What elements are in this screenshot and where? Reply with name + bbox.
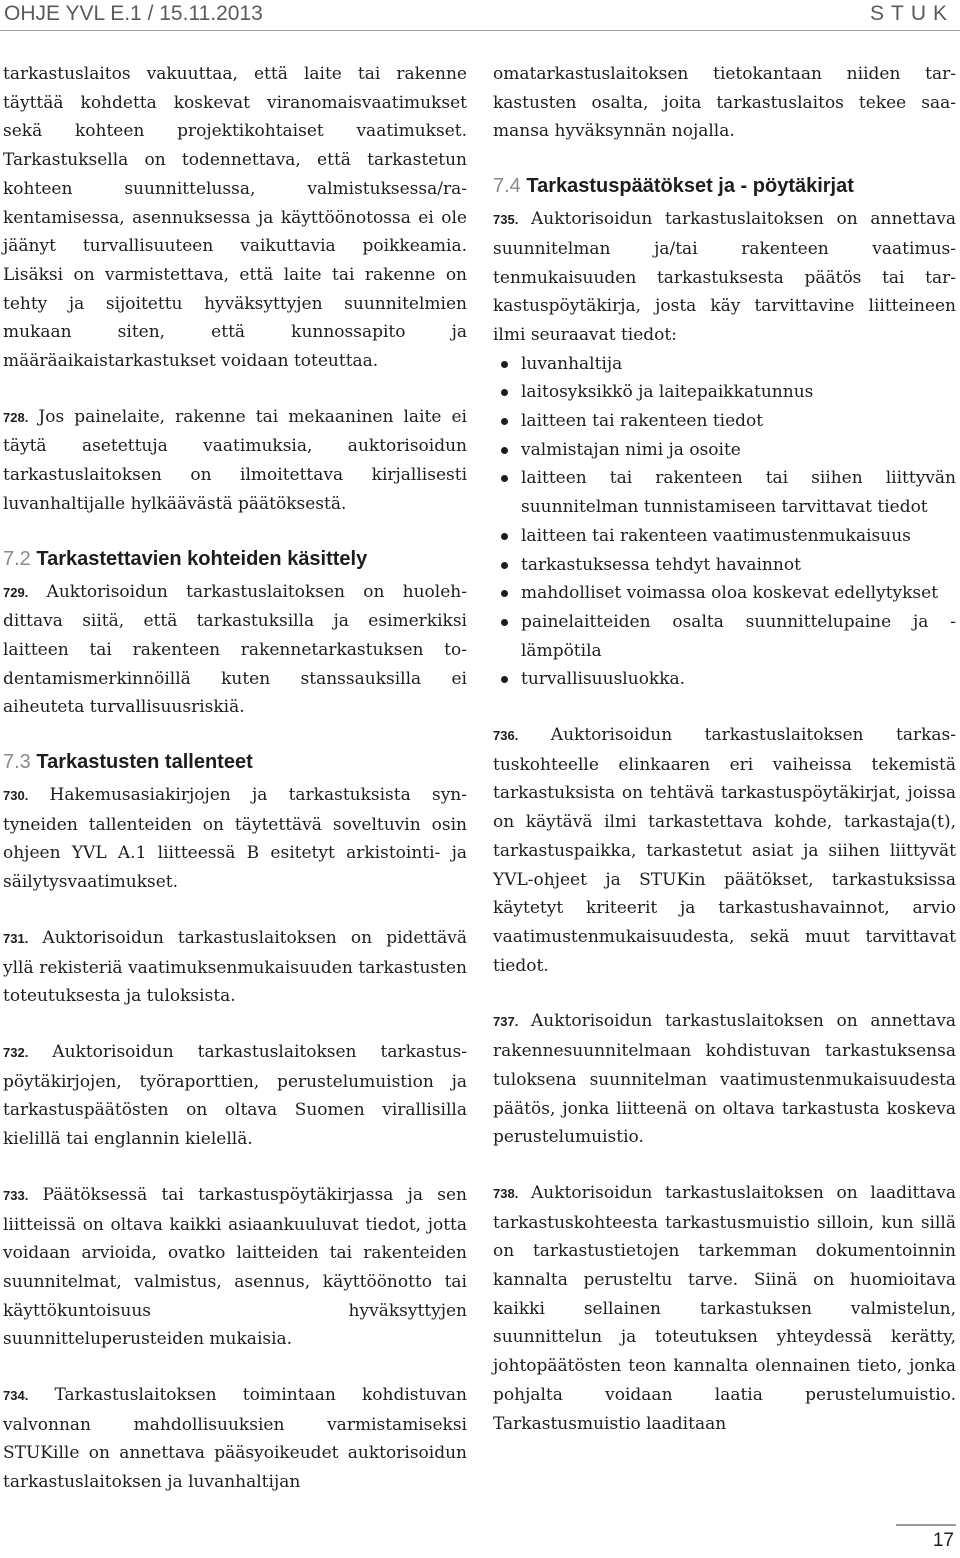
- section-heading-7-2: [3, 546, 467, 572]
- section-title: Tarkastettavien kohteiden käsittely: [30, 547, 368, 570]
- section-title: Tarkastuspäätökset ja - pöytäkirjat: [520, 175, 854, 198]
- paragraph-736: [493, 721, 956, 980]
- paragraph-text: Tarkastuslaitoksen toimintaan kohdistuvan valvonnan mahdollisuuksien varmistamiseksi STUKille on annettava pääsyoikeudet auktorisoidun tarkastuslaitoksen ja luvanhaltijan: [3, 1385, 467, 1493]
- paragraph-text: Jos painelaite, rakenne tai mekaaninen laite ei täytä asetettuja vaatimuksia, auktorisoidun tarkastuslaitoksen on ilmoitettava kirjallisesti luvanhaltijalle hylkäävästä päätöksestä.: [3, 406, 467, 514]
- paragraph-text: Auktorisoidun tarkastuslaitoksen on pidettävä yllä rekisteriä vaatimuksenmukaisuuden tarkastusten toteutuksesta ja tuloksista.: [3, 927, 467, 1007]
- right-column: [493, 60, 956, 1465]
- list-item: laitteen tai rakenteen tai siihen liittyvän suunnitelman tunnistamiseen tarvittavat tiedot: [493, 464, 956, 521]
- paragraph-number: 738.: [493, 1185, 519, 1201]
- header-org: STUK: [869, 2, 954, 25]
- list-item: painelaitteiden osalta suunnittelupaine ja -lämpötila: [493, 608, 956, 665]
- paragraph-730: [3, 781, 467, 897]
- list-item: laitosyksikkö ja laitepaikkatunnus: [493, 378, 956, 407]
- paragraph-text: Hakemusasiakirjojen ja tarkastuksista syntyneiden tallenteiden on täytettävä soveltuvin osin ohjeen YVL A.1 liitteessä B esitetyt arkistointi- ja säilytysvaatimukset.: [3, 785, 467, 893]
- footer-rule: [896, 1524, 956, 1526]
- left-column: [3, 60, 467, 1524]
- list-item: luvanhaltija: [493, 350, 956, 379]
- paragraph-735: [493, 205, 956, 350]
- paragraph-continued: omatarkastuslaitoksen tietokantaan niiden tarkastusten osalta, joita tarkastuslaitos tekee saamansa hyväksynnän nojalla.: [493, 64, 956, 142]
- paragraph-number: 733.: [3, 1187, 29, 1203]
- header-doc-id: OHJE YVL E.1: [4, 2, 142, 25]
- list-item: tarkastuksessa tehdyt havainnot: [493, 551, 956, 580]
- paragraph-729: [3, 578, 467, 723]
- paragraph-number: 735.: [493, 212, 519, 228]
- section-number: 7.2: [3, 547, 31, 570]
- paragraph-number: 734.: [3, 1388, 29, 1404]
- paragraph-number: 730.: [3, 788, 29, 804]
- paragraph-734: [3, 1381, 467, 1497]
- page-header: [0, 0, 960, 30]
- list-item: laitteen tai rakenteen tiedot: [493, 407, 956, 436]
- header-date: 15.11.2013: [159, 2, 263, 25]
- paragraph-text: Päätöksessä tai tarkastuspöytäkirjassa ja sen liitteissä on oltava kaikki asiaankuuluvat tiedot, jotta voidaan arvioida, ovatko laitteiden tai rakenteiden suunnitelmat, valmistus, asennus, käyttöönotto tai käyttökuntoisuus hyväksyttyjen suunnitteluperusteiden mukaisia.: [3, 1184, 467, 1350]
- paragraph-728: [3, 403, 467, 519]
- paragraph-number: 728.: [3, 409, 29, 425]
- paragraph-text: Auktorisoidun tarkastuslaitoksen tarkastuskohteelle elinkaaren eri vaiheissa tekemistä tarkastuksista on tehtävä tarkastuspöytäkirjat, joissa on käytävä ilmi tarkastettava kohde, tarkastaja(t), tarkastuspaikka, tarkastetut asiat ja siihen liittyvät YVL-ohjeet ja STUKin päätökset, tarkastuksissa käytetyt kriteerit ja tarkastushavainnot, arvio vaatimustenmukaisuudesta, sekä muut tarvittavat tiedot.: [493, 725, 956, 976]
- header-doc-ref: [4, 2, 263, 26]
- paragraph-text: Auktorisoidun tarkastuslaitoksen on huolehdittava siitä, että tarkastuksilla ja esimerkiksi laitteen tai rakenteen rakennetarkastuksen todentamismerkinnöillä kuten stanssauksilla ei aiheuteta turvallisuusriskiä.: [3, 581, 467, 718]
- list-item: laitteen tai rakenteen vaatimustenmukaisuus: [493, 522, 956, 551]
- paragraph-number: 737.: [493, 1014, 519, 1030]
- list-item: valmistajan nimi ja osoite: [493, 436, 956, 465]
- paragraph-text: Auktorisoidun tarkastuslaitoksen on annettava suunnitelman ja/tai rakenteen vaatimustenmukaisuuden tarkastuksesta päätös tai tarkastuspöytäkirja, josta käy tarvittavine liitteineen ilmi seuraavat tiedot:: [493, 209, 956, 345]
- section-title: Tarkastusten tallenteet: [30, 751, 253, 774]
- page-number: 17: [932, 1530, 954, 1551]
- paragraph-continued: tarkastuslaitos vakuuttaa, että laite tai rakenne täyttää kohdetta koskevat viranomaisvaatimukset sekä kohteen projektikohtaiset vaatimukset. Tarkastuksella on todennettava, että tarkastetun kohteen suunnittelussa, valmistuksessa/rakentamisessa, asennuksessa ja käyttöönotossa ei ole jäänyt turvallisuuteen vaikuttavia poikkeamia. Lisäksi on varmistettava, että laite tai rakenne on tehty ja sijoitettu hyväksyttyjen suunnitelmien mukaan siten, että kunnossapito ja määräaikaistarkastukset voidaan toteuttaa.: [3, 64, 467, 372]
- paragraph-number: 736.: [493, 728, 519, 744]
- header-rule: [0, 30, 960, 31]
- list-item: mahdolliset voimassa oloa koskevat edellytykset: [493, 579, 956, 608]
- paragraph-number: 732.: [3, 1044, 29, 1060]
- paragraph-737: [493, 1007, 956, 1152]
- section-number: 7.3: [3, 751, 31, 774]
- required-info-list: [493, 350, 956, 694]
- paragraph-738: [493, 1179, 956, 1438]
- paragraph-731: [3, 924, 467, 1011]
- section-number: 7.4: [493, 175, 521, 198]
- paragraph-text: Auktorisoidun tarkastuslaitoksen on annettava rakennesuunnitelmaan kohdistuvan tarkastuksensa tuloksena suunnitelman vaatimustenmukaisuudesta päätös, jonka liitteenä on oltava tarkastusta koskeva perustelumuistio.: [493, 1011, 956, 1148]
- header-separator: /: [141, 2, 160, 25]
- paragraph-number: 729.: [3, 584, 29, 600]
- paragraph-text: Auktorisoidun tarkastuslaitoksen on laadittava tarkastuskohteesta tarkastusmuistio silloin, kun sillä on tarkastustietojen tarkemman dokumentoinnin kannalta perusteltu tarve. Siinä on huomioitava kaikki sellainen tarkastuksen valmistelun, suunnittelun ja toteutuksen yhteydessä kerätty, johtopäätösten teon kannalta olennainen tieto, jonka pohjalta voidaan laatia perustelumuistio. Tarkastusmuistio laaditaan: [493, 1182, 956, 1434]
- paragraph-number: 731.: [3, 930, 29, 946]
- paragraph-732: [3, 1038, 467, 1154]
- list-item: turvallisuusluokka.: [493, 665, 956, 694]
- section-heading-7-3: [3, 749, 467, 775]
- paragraph-733: [3, 1181, 467, 1354]
- section-heading-7-4: [493, 173, 956, 199]
- paragraph-text: Auktorisoidun tarkastuslaitoksen tarkastuspöytäkirjojen, työraporttien, perustelumuistion ja tarkastuspäätösten on oltava Suomen virallisilla kielillä tai englannin kielellä.: [3, 1041, 467, 1150]
